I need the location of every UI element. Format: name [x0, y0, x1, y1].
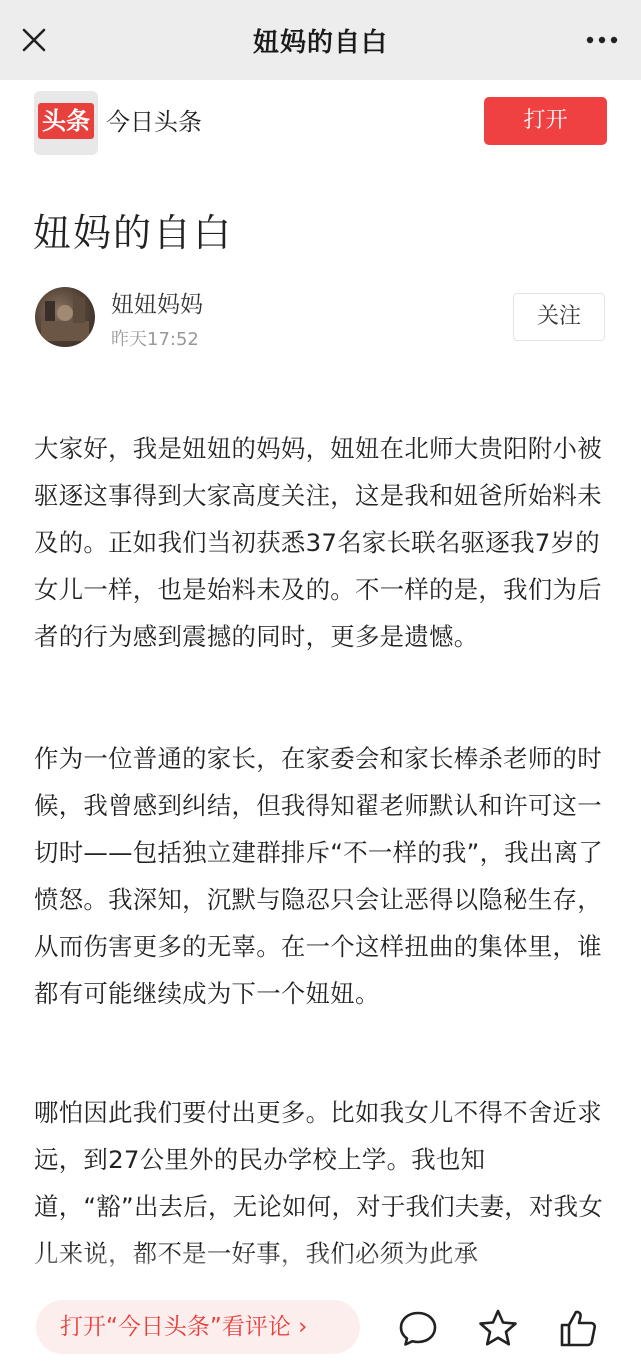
- article-paragraph-1: 大家好，我是妞妞的妈妈，妞妞在北师大贵阳附小被驱逐这事得到大家高度关注，这是我和妞爸所始料未及的。正如我们当初获悉37名家长联名驱逐我7岁的女儿一样，也是始料未及的。不一样的是，我们为后者的行为感到震撼的同时，更多是遗憾。: [34, 434, 602, 651]
- article-title: 妞妈的自白: [33, 211, 234, 255]
- author-name[interactable]: 妞妞妈妈: [111, 292, 203, 318]
- article-paragraph-3: 哪怕因此我们要付出更多。比如我女儿不得不舍近求远，到27公里外的民办学校上学。我也知道，“豁”出去后，无论如何，对于我们夫妻，对我女: [34, 1098, 604, 1221]
- app-name: 今日头条: [106, 108, 202, 136]
- article-paragraph-2: 作为一位普通的家长，在家委会和家长棒杀老师的时候，我曾感到纠结，但我得知翟老师默认和许可这一切时——包括独立建群排斥“不一样的我”，我出离了愤怒。我深知，沉默与隐忍只会让恶得以隐秘生存，从而伤害更多的无辜。在一个这样扭曲的集体里，谁都有可能继续成为下一个妞妞。: [34, 744, 604, 1008]
- avatar[interactable]: [35, 287, 95, 347]
- like-icon[interactable]: [556, 1306, 600, 1350]
- bottom-bar: [0, 1290, 641, 1363]
- comment-icon[interactable]: [396, 1306, 440, 1350]
- window-title: 妞妈的自白: [252, 28, 388, 58]
- app-logo-text: 头条: [38, 103, 94, 139]
- post-time: 昨天17:52: [111, 329, 199, 350]
- open-app-button[interactable]: 打开: [484, 97, 607, 145]
- app-banner: [0, 80, 641, 162]
- more-icon[interactable]: [585, 34, 619, 46]
- app-logo: [34, 91, 98, 155]
- follow-button[interactable]: 关注: [513, 293, 605, 341]
- star-icon[interactable]: [476, 1306, 520, 1350]
- avatar-image: [35, 287, 95, 347]
- open-comments-button[interactable]: 打开“今日头条”看评论 ›: [36, 1300, 360, 1354]
- top-bar: [0, 0, 641, 80]
